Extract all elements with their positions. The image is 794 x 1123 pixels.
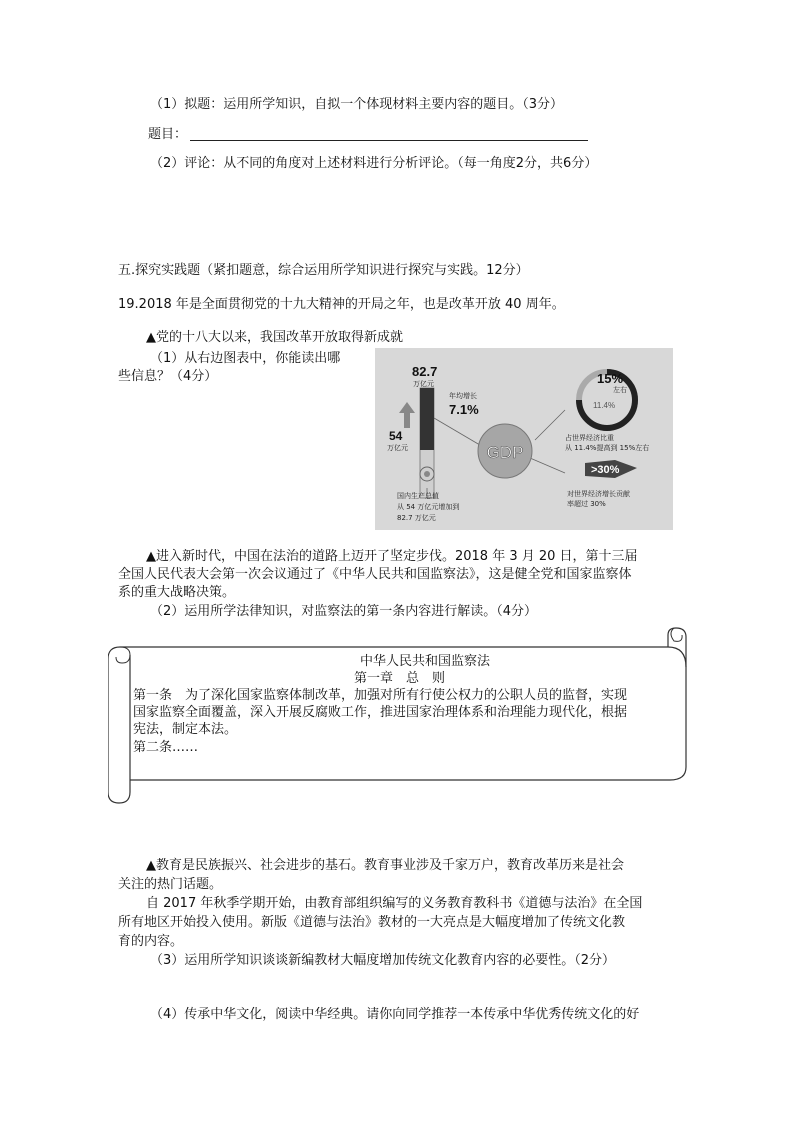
contrib-value: >30% bbox=[591, 464, 620, 476]
point2-line1: ▲进入新时代，中国在法治的道路上迈开了坚定步伐。2018 年 3 月 20 日，第十三届 bbox=[146, 549, 638, 564]
sub2-prompt: （2）运用所学法律知识，对监察法的第一条内容进行解读。（4分） bbox=[150, 604, 538, 619]
law-article1-line3: 宪法，制定本法。 bbox=[133, 722, 238, 737]
bottom-value: 54 bbox=[389, 429, 403, 443]
sub1-line2: 些信息？（4分） bbox=[118, 369, 218, 384]
para-line2: 所有地区开始投入使用。新版《道德与法治》教材的一大亮点是大幅度增加了传统文化教 bbox=[118, 915, 626, 930]
gdp-center-label: GDP bbox=[486, 443, 524, 462]
bottom-unit: 万亿元 bbox=[387, 444, 408, 452]
share-suffix: 左右 bbox=[613, 386, 627, 394]
gdp-infographic bbox=[375, 348, 673, 530]
law-chapter: 第一章 总 则 bbox=[354, 671, 446, 686]
law-title: 中华人民共和国监察法 bbox=[360, 654, 491, 669]
law-article2: 第二条…… bbox=[133, 740, 199, 755]
q1-sub2: （2）评论：从不同的角度对上述材料进行分析评论。（每一角度2分，共6分） bbox=[150, 156, 598, 171]
gdp-desc2: 从 54 万亿元增加到 bbox=[397, 503, 460, 511]
law-article1-line2: 国家监察全面覆盖，深入开展反腐败工作，推进国家治理体系和治理能力现代化，根据 bbox=[133, 705, 628, 720]
point2-line2: 全国人民代表大会第一次会议通过了《中华人民共和国监察法》，这是健全党和国家监察体 bbox=[118, 567, 632, 582]
point2-line3: 系的重大战略决策。 bbox=[118, 585, 236, 600]
title-label: 题目： bbox=[148, 127, 188, 142]
share-inner: 11.4% bbox=[593, 401, 616, 410]
point3-line1: ▲教育是民族振兴、社会进步的基石。教育事业涉及千家万户，教育改革历来是社会 bbox=[146, 858, 624, 873]
growth-label: 年均增长 bbox=[449, 392, 477, 400]
para-line3: 育的内容。 bbox=[118, 934, 184, 949]
top-value: 82.7 bbox=[412, 364, 438, 379]
share-desc2: 从 11.4%提高到 15%左右 bbox=[565, 444, 650, 452]
law-scroll bbox=[108, 627, 688, 805]
gdp-infographic-svg bbox=[375, 348, 673, 530]
growth-value: 7.1% bbox=[449, 402, 479, 417]
point3-line2: 关注的热门话题。 bbox=[118, 877, 223, 892]
q19-intro: 19.2018 年是全面贯彻党的十九大精神的开局之年，也是改革开放 40 周年。 bbox=[118, 297, 565, 312]
share-desc1: 占世界经济比重 bbox=[565, 434, 614, 442]
gdp-desc1: 国内生产总值 bbox=[397, 492, 439, 500]
law-article1-line1: 第一条 为了深化国家监察体制改革，加强对所有行使公权力的公职人员的监督，实现 bbox=[133, 688, 628, 703]
sub3-prompt: （3）运用所学知识谈谈新编教材大幅度增加传统文化教育内容的必要性。（2分） bbox=[150, 953, 616, 968]
gdp-desc3: 82.7 万亿元 bbox=[397, 514, 436, 522]
section5-heading: 五.探究实践题（紧扣题意，综合运用所学知识进行探究与实践。12分） bbox=[118, 263, 529, 278]
top-unit: 万亿元 bbox=[413, 380, 434, 388]
para-line1: 自 2017 年秋季学期开始，由教育部组织编写的义务教育教科书《道德与法治》在全国 bbox=[146, 896, 643, 911]
contrib-desc2: 率超过 30% bbox=[567, 500, 606, 508]
share-value: 15% bbox=[597, 371, 624, 386]
contrib-desc1: 对世界经济增长贡献 bbox=[567, 490, 630, 498]
sub1-line1: （1）从右边图表中，你能读出哪 bbox=[150, 351, 341, 366]
q1-sub1: （1）拟题：运用所学知识，自拟一个体现材料主要内容的题目。（3分） bbox=[150, 97, 564, 112]
title-answer-line[interactable] bbox=[190, 140, 588, 141]
point1-heading: ▲党的十八大以来，我国改革开放取得新成就 bbox=[146, 330, 403, 345]
sub4-prompt: （4）传承中华文化，阅读中华经典。请你向同学推荐一本传承中华优秀传统文化的好 bbox=[150, 1007, 640, 1022]
